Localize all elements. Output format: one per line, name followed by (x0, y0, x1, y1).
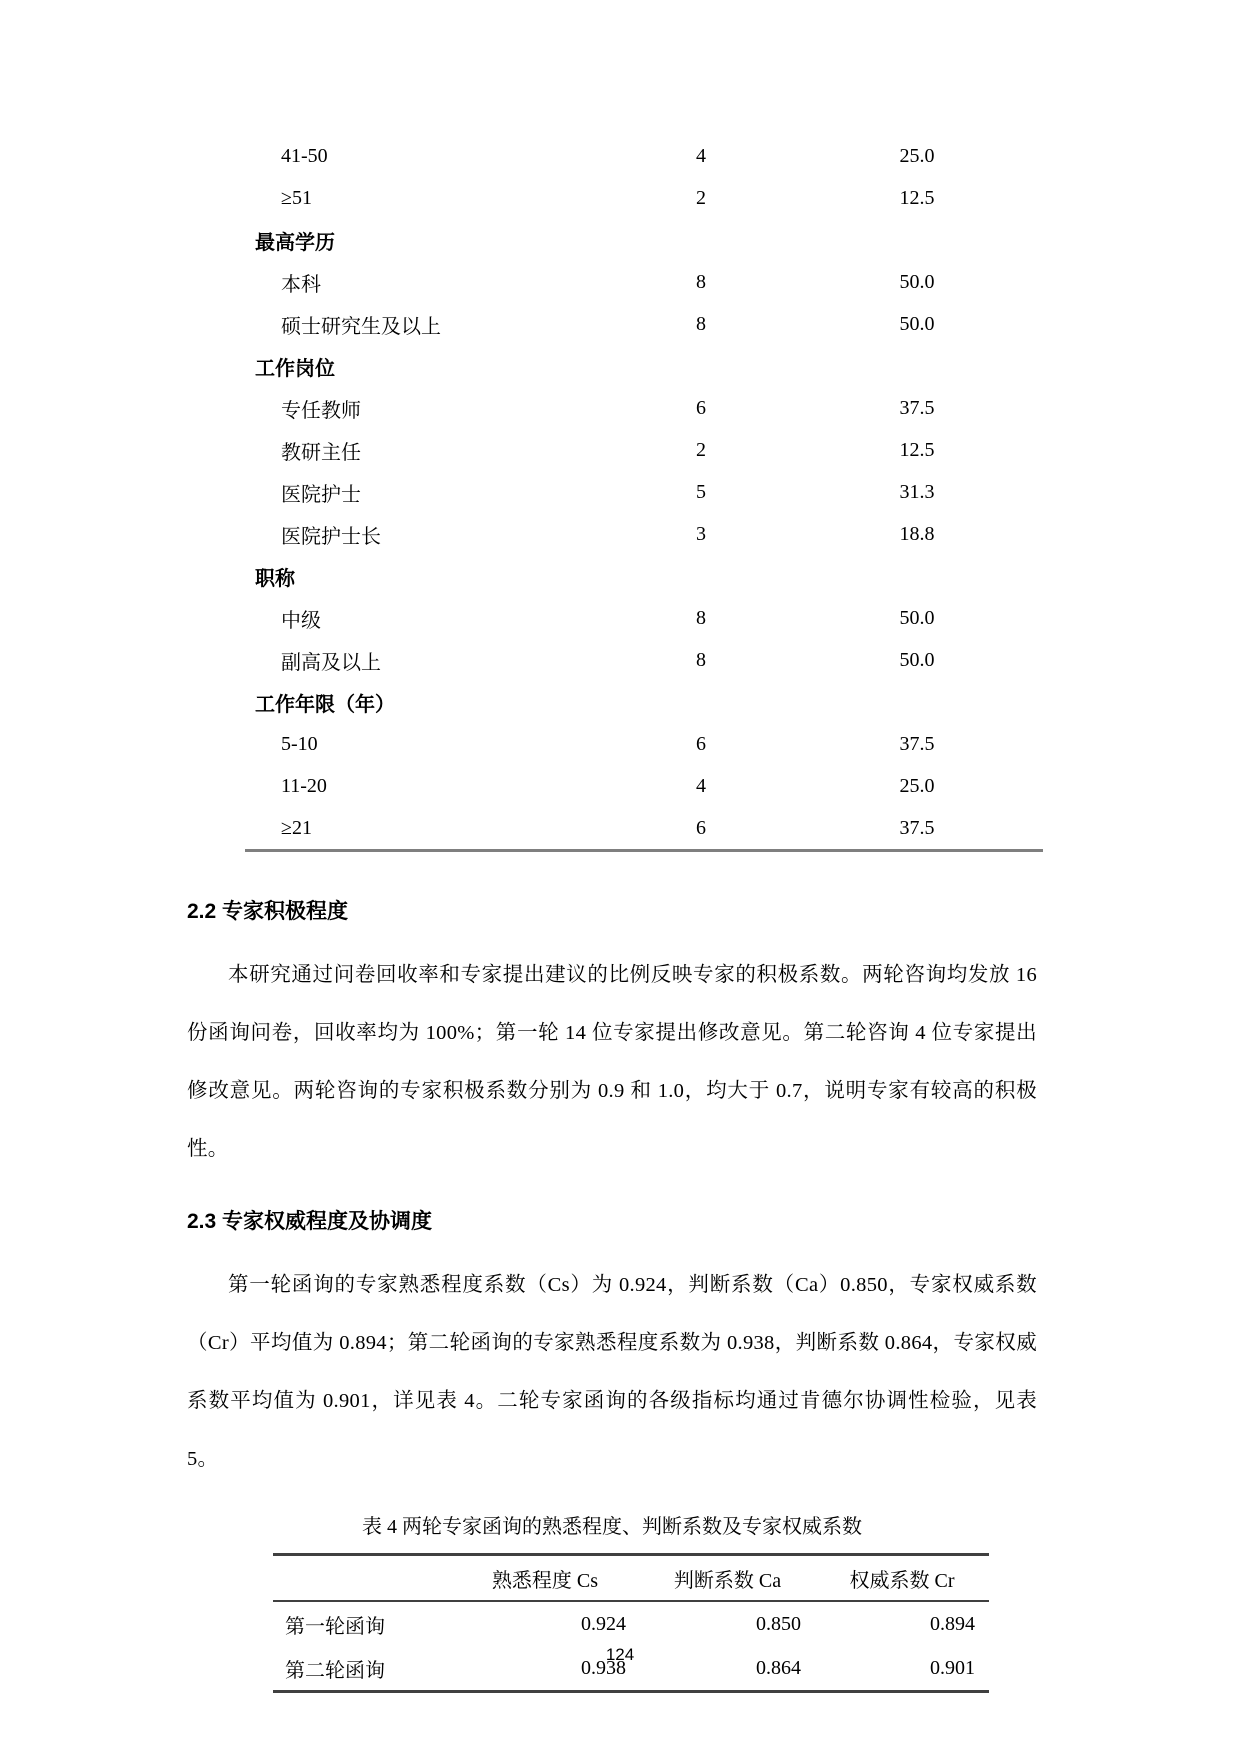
row-percent (791, 345, 1043, 387)
table4-header-blank (273, 1555, 450, 1602)
table-group-row (245, 219, 1043, 261)
row-count: 3 (696, 522, 706, 545)
table4-header-cr: 权威系数 Cr (815, 1555, 989, 1602)
row-label: 第一轮函询 (285, 1615, 385, 1638)
row-percent: 25.0 (899, 774, 935, 797)
table-row (245, 177, 1043, 219)
row-count: 5 (696, 480, 706, 503)
row-count: 8 (696, 648, 706, 671)
row-percent: 18.8 (899, 522, 935, 545)
table-row (245, 597, 1043, 639)
table4-header-cs: 熟悉程度 Cs (450, 1555, 640, 1602)
row-count (611, 219, 791, 261)
row-percent: 50.0 (899, 648, 935, 671)
row-percent: 37.5 (899, 816, 935, 839)
row-label: 硕士研究生及以上 (281, 315, 441, 338)
row-count: 8 (696, 606, 706, 629)
table-row (245, 261, 1043, 303)
row-percent: 25.0 (899, 144, 935, 167)
table-row (245, 135, 1043, 177)
section-2-2-paragraph: 本研究通过问卷回收率和专家提出建议的比例反映专家的积极系数。两轮咨询均发放 16 份函询问卷，回收率均为 100%；第一轮 14 位专家提出修改意见。第二轮咨询 4 位专家提出修改意见。两轮咨询的专家积极系数分别为 0.9 和 1.0，均大于 0.7，说明专家有较高的积极性。 (187, 964, 1037, 1160)
row-label: 第二轮函询 (285, 1659, 385, 1682)
ca-value: 0.850 (756, 1612, 801, 1635)
row-count: 4 (696, 774, 706, 797)
table-row (245, 387, 1043, 429)
row-percent: 31.3 (899, 480, 935, 503)
row-label: 专任教师 (281, 399, 361, 422)
row-label: ≥21 (281, 816, 312, 839)
table4-row (273, 1601, 989, 1646)
table-row (245, 429, 1043, 471)
table-group-row (245, 681, 1043, 723)
row-count (611, 345, 791, 387)
group-label: 最高学历 (255, 231, 335, 254)
cr-value: 0.894 (930, 1612, 975, 1635)
table4-authority-coefficients (273, 1553, 989, 1693)
section-2-3-heading: 2.3 专家权威程度及协调度 (187, 1210, 433, 1233)
group-label: 工作年限（年） (255, 693, 395, 716)
row-label: 11-20 (281, 774, 327, 797)
row-label: 5-10 (281, 732, 318, 755)
row-label: ≥51 (281, 186, 312, 209)
row-count: 4 (696, 144, 706, 167)
page-number: 124 (605, 1645, 635, 1664)
row-count (611, 555, 791, 597)
row-percent: 50.0 (899, 312, 935, 335)
table-row (245, 471, 1043, 513)
table4-header-ca: 判断系数 Ca (640, 1555, 815, 1602)
row-count (611, 681, 791, 723)
cs-value: 0.938 (581, 1656, 626, 1679)
section-2-3-paragraph: 第一轮函询的专家熟悉程度系数（Cs）为 0.924，判断系数（Ca）0.850，专家权威系数（Cr）平均值为 0.894；第二轮函询的专家熟悉程度系数为 0.938，判断系数 0.864，专家权威系数平均值为 0.901，详见表 4。二轮专家函询的各级指标均通过肯德尔协调性检验，见表 5。 (187, 1274, 1037, 1470)
row-count: 6 (696, 816, 706, 839)
cs-value: 0.924 (581, 1612, 626, 1635)
table-row (245, 807, 1043, 851)
row-count: 2 (696, 438, 706, 461)
row-percent (791, 555, 1043, 597)
table-row (245, 723, 1043, 765)
cr-value: 0.901 (930, 1656, 975, 1679)
row-percent: 37.5 (899, 396, 935, 419)
row-percent: 37.5 (899, 732, 935, 755)
row-label: 教研主任 (281, 441, 361, 464)
table4-header-row (273, 1555, 989, 1602)
row-label: 中级 (281, 609, 321, 632)
ca-value: 0.864 (756, 1656, 801, 1679)
row-count: 8 (696, 312, 706, 335)
row-count: 6 (696, 396, 706, 419)
group-label: 职称 (255, 567, 295, 590)
row-count: 8 (696, 270, 706, 293)
table-group-row (245, 345, 1043, 387)
row-percent (791, 219, 1043, 261)
table-row (245, 303, 1043, 345)
row-label: 副高及以上 (281, 651, 381, 674)
row-percent: 12.5 (899, 438, 935, 461)
row-label: 医院护士 (281, 483, 361, 506)
row-label: 医院护士长 (281, 525, 381, 548)
row-count: 6 (696, 732, 706, 755)
table-row (245, 639, 1043, 681)
row-percent: 50.0 (899, 606, 935, 629)
expert-demographics-table (245, 135, 1043, 852)
section-2-2-heading: 2.2 专家积极程度 (187, 900, 349, 923)
table-row (245, 765, 1043, 807)
row-percent (791, 681, 1043, 723)
table-row (245, 513, 1043, 555)
row-percent: 50.0 (899, 270, 935, 293)
row-label: 41-50 (281, 144, 328, 167)
table-group-row (245, 555, 1043, 597)
row-percent: 12.5 (899, 186, 935, 209)
group-label: 工作岗位 (255, 357, 335, 380)
row-count: 2 (696, 186, 706, 209)
table4-caption: 表 4 两轮专家函询的熟悉程度、判断系数及专家权威系数 (362, 1516, 862, 1538)
row-label: 本科 (281, 273, 321, 296)
